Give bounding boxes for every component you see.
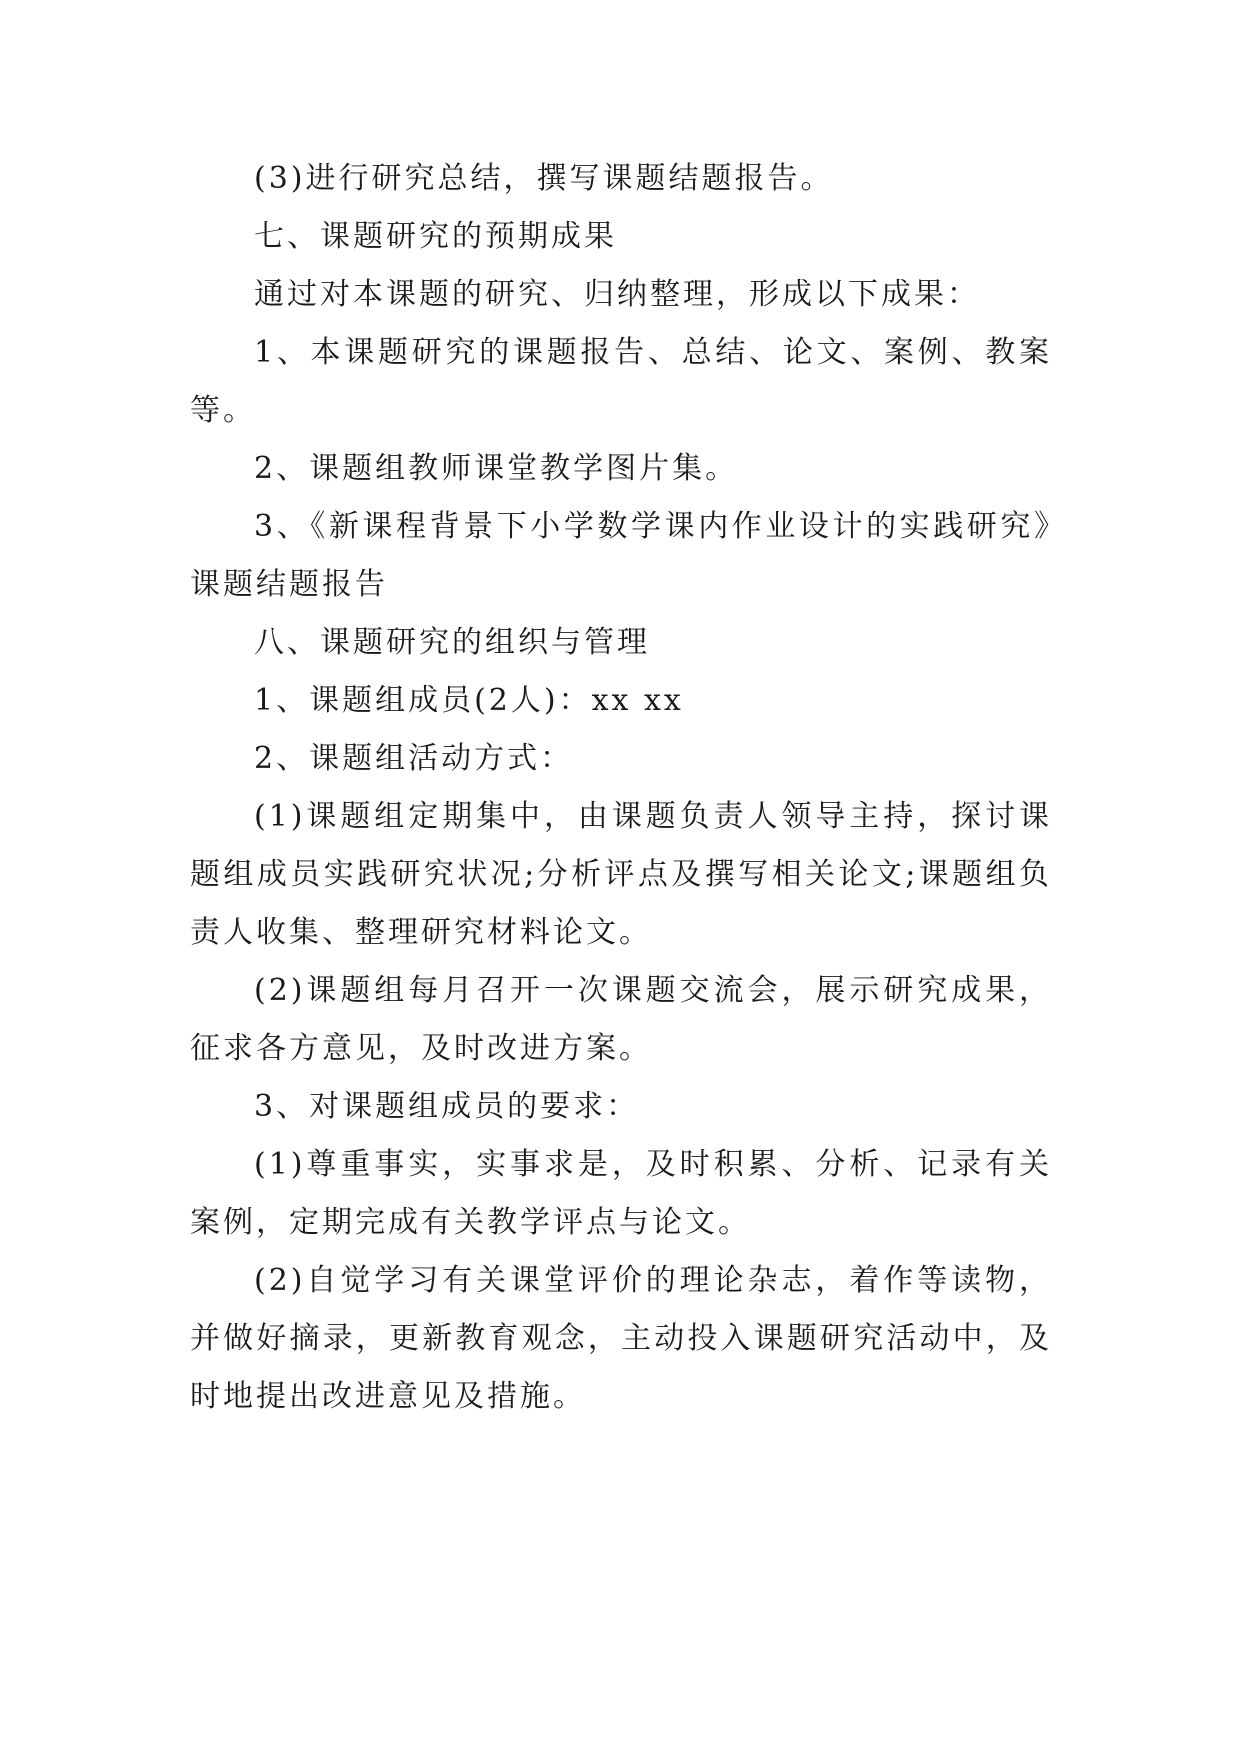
paragraph-requirement-2: (2)自觉学习有关课堂评价的理论杂志，着作等读物，并做好摘录，更新教育观念，主动投入课题研究活动中，及时地提出改进意见及措施。 [190,1263,1052,1414]
paragraph-activity-2: (2)课题组每月召开一次课题交流会，展示研究成果，征求各方意见，及时改进方案。 [190,973,1052,1066]
paragraph-activity-heading: 2、课题组活动方式： [254,741,574,776]
paragraph-result-3: 3、《新课程背景下小学数学课内作业设计的实践研究》课题结题报告 [190,509,1052,602]
paragraph-results-intro: 通过对本课题的研究、归纳整理，形成以下成果： [254,277,980,312]
document-body [190,150,1052,1426]
paragraph-requirements-heading: 3、对课题组成员的要求： [254,1089,640,1124]
section-heading-expected-results: 七、课题研究的预期成果 [254,219,617,254]
paragraph-result-2: 2、课题组教师课堂教学图片集。 [254,451,739,486]
paragraph-summary-step: (3)进行研究总结，撰写课题结题报告。 [254,161,834,196]
paragraph-result-1: 1、本课题研究的课题报告、总结、论文、案例、教案等。 [190,335,1052,428]
section-heading-organization: 八、课题研究的组织与管理 [254,625,650,660]
paragraph-members: 1、课题组成员(2人)：xx xx [254,683,684,718]
paragraph-activity-1: (1)课题组定期集中，由课题负责人领导主持，探讨课题组成员实践研究状况;分析评点及撰写相关论文;课题组负责人收集、整理研究材料论文。 [190,799,1052,950]
paragraph-requirement-1: (1)尊重事实，实事求是，及时积累、分析、记录有关案例，定期完成有关教学评点与论文。 [190,1147,1052,1240]
